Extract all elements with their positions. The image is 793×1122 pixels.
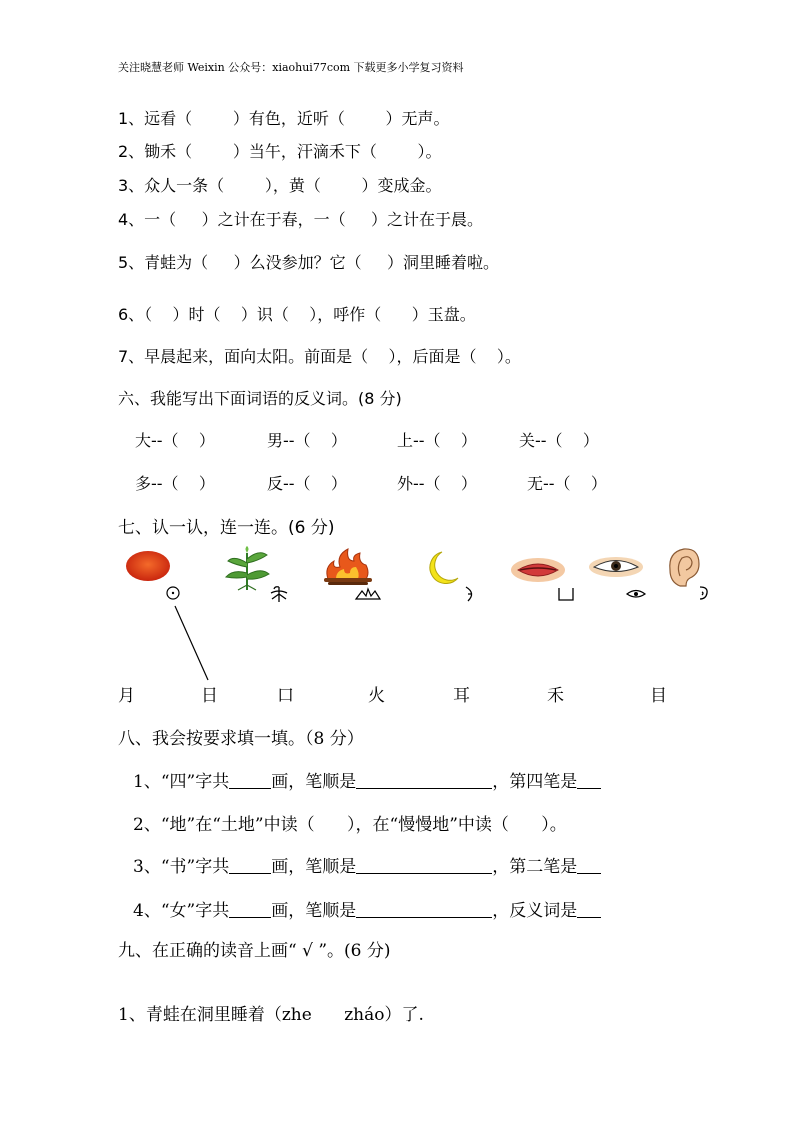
he-pictograph	[268, 585, 290, 603]
answer-char-ri: 日	[201, 686, 218, 706]
huo-pictograph	[354, 587, 382, 601]
yue-pictograph	[462, 585, 478, 603]
er-pictograph	[696, 584, 710, 602]
answer-blank[interactable]	[356, 858, 492, 874]
ri-pictograph	[164, 585, 182, 601]
ear-picture	[666, 546, 702, 588]
section-8-q1: 1、“四”字共 画，笔顺是 ，第四笔是	[133, 767, 601, 792]
antonym-item: 关--（ ）	[519, 431, 599, 450]
mouth-picture	[510, 556, 566, 584]
answer-blank[interactable]	[577, 773, 601, 789]
sun-picture	[123, 549, 173, 583]
connecting-line	[172, 604, 212, 682]
answer-char-he: 禾	[547, 686, 564, 706]
fill-line-2: 2、锄禾（ ）当午，汗滴禾下（ ）。	[118, 142, 442, 161]
fill-line-4: 4、一（ ）之计在于春，一（ ）之计在于晨。	[118, 210, 484, 229]
antonym-item: 反--（ ）	[267, 474, 347, 493]
fill-line-5: 5、青蛙为（ ）么没参加？它（ ）洞里睡着啦。	[118, 253, 500, 272]
answer-char-huo: 火	[368, 686, 385, 706]
section-9-q1: 1、青蛙在洞里睡着（zhe zháo）了.	[118, 1005, 424, 1025]
section-6-title: 六、我能写出下面词语的反义词。(8 分)	[118, 389, 402, 408]
fire-picture	[320, 547, 376, 587]
eye-picture	[588, 556, 644, 578]
section-8-q3: 3、“书”字共 画，笔顺是 ，第二笔是	[133, 852, 601, 877]
answer-blank[interactable]	[229, 902, 271, 918]
antonym-item: 多--（ ）	[135, 474, 215, 493]
mu-pictograph	[625, 588, 647, 600]
answer-blank[interactable]	[229, 858, 271, 874]
antonym-item: 男--（ ）	[267, 431, 347, 450]
section-8-q2: 2、“地”在“土地”中读（ ），在“慢慢地”中读（ ）。	[133, 815, 567, 835]
answer-blank[interactable]	[356, 902, 492, 918]
antonym-item: 上--（ ）	[397, 431, 477, 450]
answer-blank[interactable]	[229, 773, 271, 789]
fill-line-6: 6、（ ）时（ ）识（ ），呼作（ ）玉盘。	[118, 305, 476, 324]
sprout-picture	[222, 545, 272, 591]
answer-char-yue: 月	[118, 686, 135, 706]
moon-picture	[420, 550, 464, 584]
antonym-item: 大--（ ）	[135, 431, 215, 450]
answer-char-kou: 口	[277, 686, 294, 706]
section-7-title: 七、认一认，连一连。(6 分)	[118, 518, 335, 538]
fill-line-1: 1、远看（ ）有色，近听（ ）无声。	[118, 109, 450, 128]
section-8-title: 八、我会按要求填一填。（8 分）	[118, 729, 364, 749]
answer-char-mu: 目	[650, 686, 667, 706]
answer-blank[interactable]	[356, 773, 492, 789]
section-8-q4: 4、“女”字共 画，笔顺是 ，反义词是	[133, 896, 601, 921]
fill-line-3: 3、众人一条（ ），黄（ ）变成金。	[118, 176, 442, 195]
antonym-item: 外--（ ）	[397, 474, 477, 493]
fill-line-7: 7、早晨起来，面向太阳。前面是（ ），后面是（ ）。	[118, 347, 521, 366]
section-9-title: 九、在正确的读音上画“ √ ”。(6 分)	[118, 941, 391, 961]
page-header: 关注晓慧老师 Weixin 公众号：xiaohui77com 下载更多小学复习资料	[118, 61, 464, 74]
antonym-item: 无--（ ）	[527, 474, 607, 493]
answer-blank[interactable]	[577, 902, 601, 918]
kou-pictograph	[557, 586, 575, 602]
answer-char-er: 耳	[453, 686, 470, 706]
answer-blank[interactable]	[577, 858, 601, 874]
